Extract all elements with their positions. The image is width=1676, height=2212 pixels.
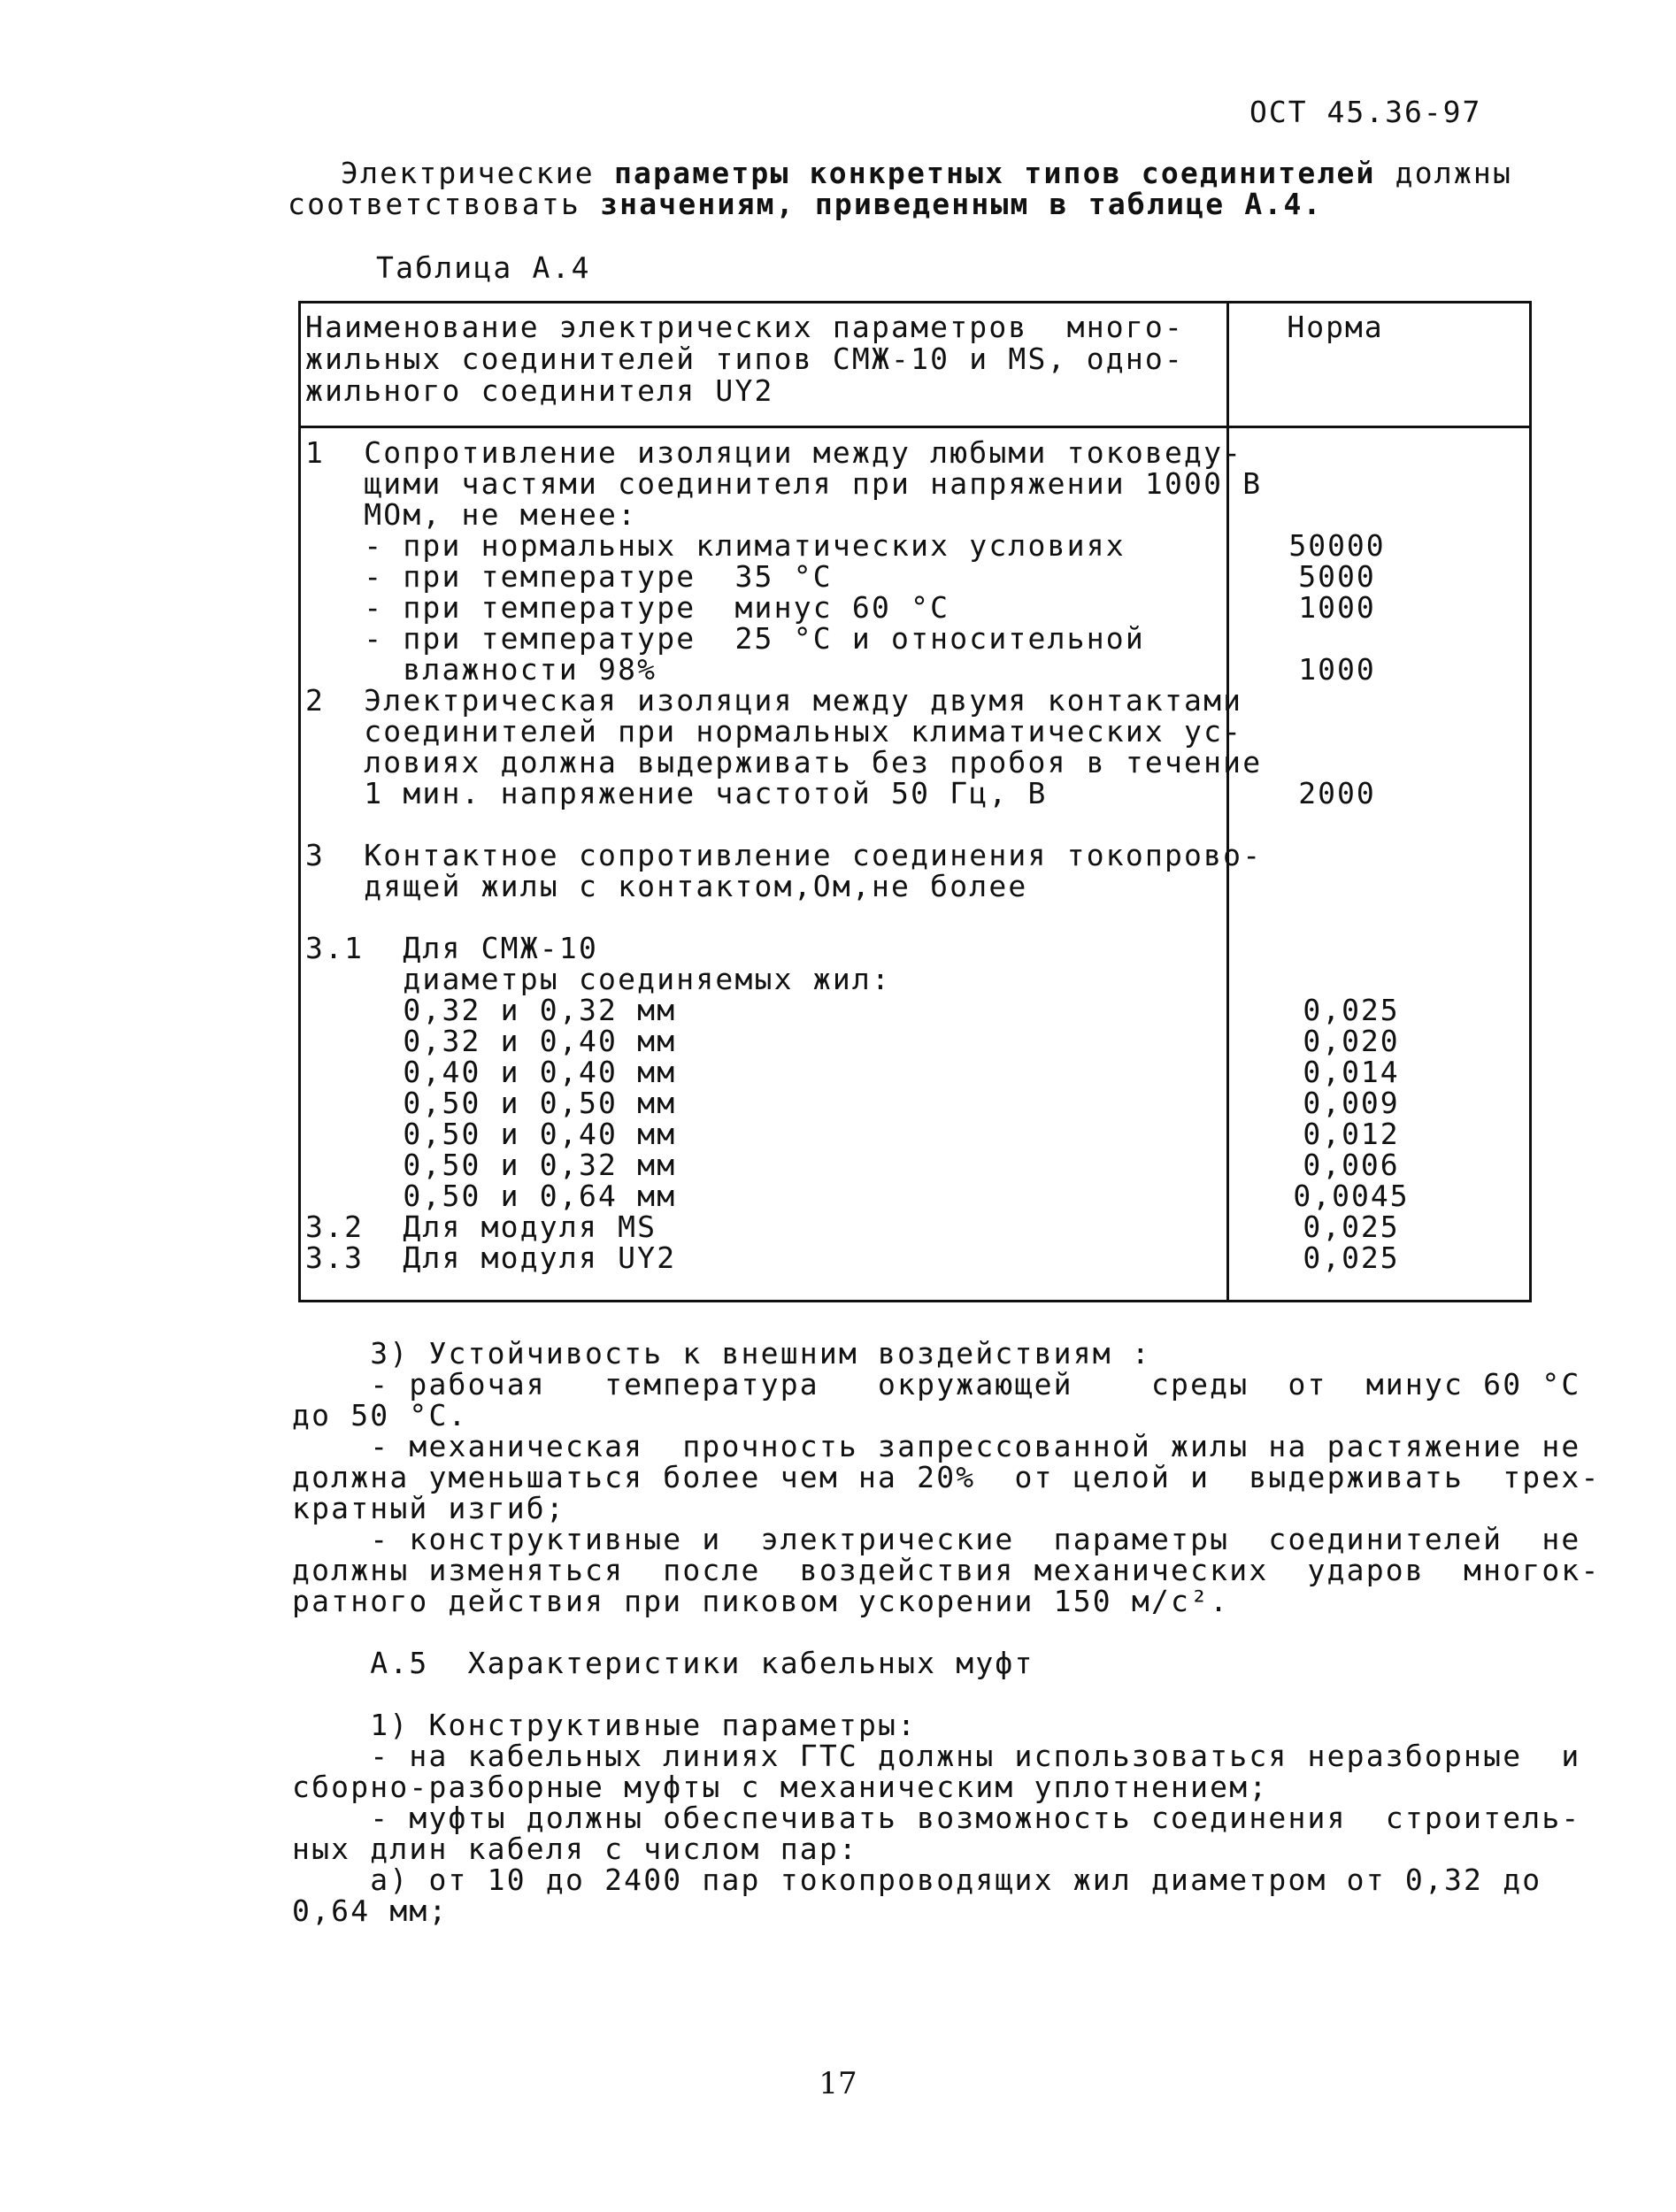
table-row-text: 0,50 и 0,64 мм	[305, 1179, 677, 1213]
table-row-text: МОм, не менее:	[305, 497, 638, 532]
table-row-text: 1 мин. напряжение частотой 50 Гц, В	[305, 776, 1048, 810]
intro-line-1-plain: Электрические	[341, 156, 614, 190]
document-number: ОСТ 45.36-97	[1249, 95, 1482, 129]
body-line: - рабочая температура окружающей среды от минус 60 °С	[292, 1367, 1581, 1402]
table-header-name-2: жильных соединителей типов СМЖ-10 и MS, одно-	[305, 342, 1185, 376]
table-row-norm: 1000	[1298, 590, 1376, 625]
body-line: - конструктивные и электрические параметры соединителей не	[292, 1522, 1581, 1556]
table-row-norm: 0,025	[1303, 993, 1400, 1027]
body-line: ных длин кабеля с числом пар:	[292, 1832, 858, 1866]
table-row-norm: 1000	[1298, 652, 1376, 687]
table-row-text: 2 Электрическая изоляция между двумя контактами	[305, 683, 1243, 718]
intro-line-2	[288, 188, 1323, 220]
table-row-text: диаметры соединяемых жил:	[305, 962, 892, 996]
table-row-text: 0,50 и 0,40 мм	[305, 1117, 677, 1151]
table-header-norm: Норма	[1287, 310, 1384, 344]
section-heading: А.5 Характеристики кабельных муфт	[292, 1646, 1034, 1680]
table-row-text: 0,32 и 0,32 мм	[305, 993, 677, 1027]
table-row-text: влажности 98%	[305, 652, 657, 687]
table-row-text: 0,50 и 0,32 мм	[305, 1148, 677, 1182]
table-row-norm: 5000	[1298, 559, 1376, 594]
body-line: должна уменьшаться более чем на 20% от целой и выдерживать трех-	[292, 1460, 1601, 1494]
intro-line-2-bold: значениям, приведенным в таблице А.4.	[600, 187, 1323, 221]
body-line: 1) Конструктивные параметры:	[292, 1708, 918, 1742]
table-row-norm: 0,025	[1303, 1210, 1400, 1244]
body-line: кратный изгиб;	[292, 1491, 565, 1525]
table-row-text: щими частями соединителя при напряжении 1000 В	[305, 466, 1263, 501]
body-line: а) от 10 до 2400 пар токопроводящих жил диаметром от 0,32 до	[292, 1863, 1542, 1897]
table-row-text: 0,40 и 0,40 мм	[305, 1055, 677, 1089]
table-row-text: 1 Сопротивление изоляции между любыми токоведу-	[305, 435, 1243, 470]
table-row-text: ловиях должна выдерживать без пробоя в течение	[305, 745, 1263, 780]
table-row-norm: 0,012	[1303, 1117, 1400, 1151]
table-caption: Таблица А.4	[376, 250, 591, 285]
table-row-text: 0,50 и 0,50 мм	[305, 1086, 677, 1120]
body-line: 0,64 мм;	[292, 1893, 449, 1928]
table-row-text: 3.1 Для СМЖ-10	[305, 931, 599, 965]
body-line: ратного действия при пиковом ускорении 150 м/с².	[292, 1584, 1230, 1618]
body-line: 3) Устойчивость к внешним воздействиям :	[292, 1336, 1151, 1371]
table-row-text: - при температуре 25 °С и относительной	[305, 621, 1145, 656]
body-line: - муфты должны обеспечивать возможность соединения строитель-	[292, 1801, 1581, 1835]
intro-line-1-end: должны	[1375, 156, 1513, 190]
body-line: сборно-разборные муфты с механическим уплотнением;	[292, 1770, 1269, 1804]
page-number: 17	[819, 2066, 857, 2101]
table-row-text: 3.2 Для модуля MS	[305, 1210, 657, 1244]
table-row-norm: 0,020	[1303, 1024, 1400, 1058]
table-row-text: дящей жилы с контактом,Ом,не более	[305, 869, 1028, 903]
table-row-norm: 0,0045	[1293, 1179, 1410, 1213]
body-line: - механическая прочность запрессованной жилы на растяжение не	[292, 1429, 1581, 1463]
body-line: до 50 °С.	[292, 1398, 468, 1432]
body-line: - на кабельных линиях ГТС должны использоваться неразборные и	[292, 1739, 1581, 1773]
table-row-norm: 2000	[1298, 776, 1376, 810]
table-row-text: соединителей при нормальных климатических ус-	[305, 714, 1243, 749]
table-row-text: 3 Контактное сопротивление соединения токопрово-	[305, 838, 1263, 872]
table-header-divider	[298, 426, 1529, 428]
table-header-name-1: Наименование электрических параметров много-	[305, 310, 1185, 344]
body-line: должны изменяться после воздействия механических ударов многок-	[292, 1553, 1601, 1587]
table-row-text: - при температуре минус 60 °С	[305, 590, 950, 625]
table-header-name-3: жильного соединителя UY2	[305, 373, 774, 408]
table-row-norm: 0,006	[1303, 1148, 1400, 1182]
table-row-norm: 50000	[1288, 528, 1386, 563]
intro-line-1-bold: параметры конкретных типов соединителей	[613, 156, 1376, 190]
table-row-norm: 0,025	[1303, 1240, 1400, 1275]
intro-line-2-plain: соответствовать	[288, 187, 601, 221]
table-row-norm: 0,014	[1303, 1055, 1400, 1089]
table-row-text: 3.3 Для модуля UY2	[305, 1240, 677, 1275]
table-row-text: 0,32 и 0,40 мм	[305, 1024, 677, 1058]
table-row-norm: 0,009	[1303, 1086, 1400, 1120]
table-row-text: - при нормальных климатических условиях	[305, 528, 1126, 563]
intro-line-1	[341, 157, 1512, 189]
table-row-text: - при температуре 35 °С	[305, 559, 833, 594]
